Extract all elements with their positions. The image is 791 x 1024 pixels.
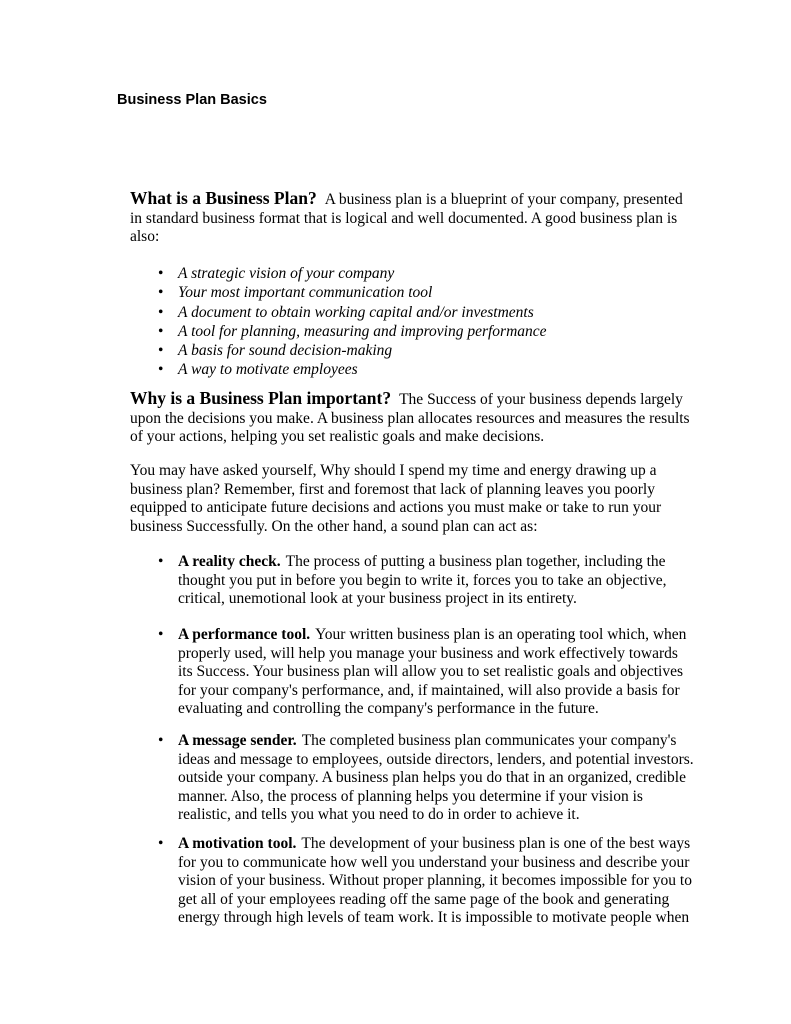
what-is-intro-text: A business plan is a blueprint of your company, presented in standard business format that is logical and well documented. A good business plan is also: [130, 191, 683, 246]
what-is-heading: What is a Business Plan? [130, 188, 317, 208]
why-important-paragraph [130, 389, 696, 447]
plan-role-item: • Your most important communication tool [130, 283, 696, 302]
benefit-item-reality-check [130, 553, 696, 609]
benefit-item-motivation-tool [130, 835, 696, 928]
plan-role-item: • A strategic vision of your company [130, 264, 696, 283]
plan-roles-list [130, 264, 696, 380]
plan-role-item: • A basis for sound decision-making [130, 341, 696, 360]
benefit-text: The completed business plan communicates your company's ideas and message to employees, outside directors, lenders, and potential investors. outside your company. A business plan helps you do that in an organized, credible manner. Also, the process of planning helps you determine if your vision is realistic, and tells you what you need to do in order to achieve it. [178, 732, 694, 824]
document-title: Business Plan Basics [117, 92, 267, 108]
benefit-text: The process of putting a business plan together, including the thought you put in before you begin to write it, forces you to take an objective, critical, unemotional look at your business project in its entirety. [178, 553, 667, 608]
benefit-lead: A message sender. [178, 732, 297, 749]
plan-role-item: • A document to obtain working capital and/or investments [130, 303, 696, 322]
benefit-lead: A reality check. [178, 553, 281, 570]
benefit-item-performance-tool [130, 626, 696, 719]
sound-plan-paragraph: You may have asked yourself, Why should I spend my time and energy drawing up a business plan? Remember, first and foremost that lack of planning leaves you poorly equipped to anticipate future decisions and actions you must make or take to run your business Successfully. On the other hand, a sound plan can act as: [130, 462, 662, 535]
plan-role-item: • A tool for planning, measuring and improving performance [130, 322, 696, 341]
what-is-paragraph [130, 189, 696, 247]
why-important-intro-text: The Success of your business depends largely upon the decisions you make. A business plan allocates resources and measures the results of your actions, helping you set realistic goals and make decisions. [130, 391, 690, 446]
benefit-lead: A motivation tool. [178, 835, 297, 852]
benefit-text: Your written business plan is an operating tool which, when properly used, will help you manage your business and work effectively towards its Success. Your business plan will allow you to set realistic goals and objectives for your company's performance, and, if maintained, will also provide a basis for evaluating and controlling the company's performance in the future. [178, 626, 687, 718]
plan-role-item: • A way to motivate employees [130, 360, 696, 379]
why-important-heading: Why is a Business Plan important? [130, 388, 392, 408]
benefit-text: The development of your business plan is one of the best ways for you to communicate how well you understand your business and describe your vision of your business. Without proper planning, it becomes impossible for you to get all of your employees reading off the same page of the book and generating energy through high levels of team work. It is impossible to motivate people when [178, 835, 692, 927]
benefit-lead: A performance tool. [178, 626, 311, 643]
benefit-item-message-sender [130, 732, 696, 825]
